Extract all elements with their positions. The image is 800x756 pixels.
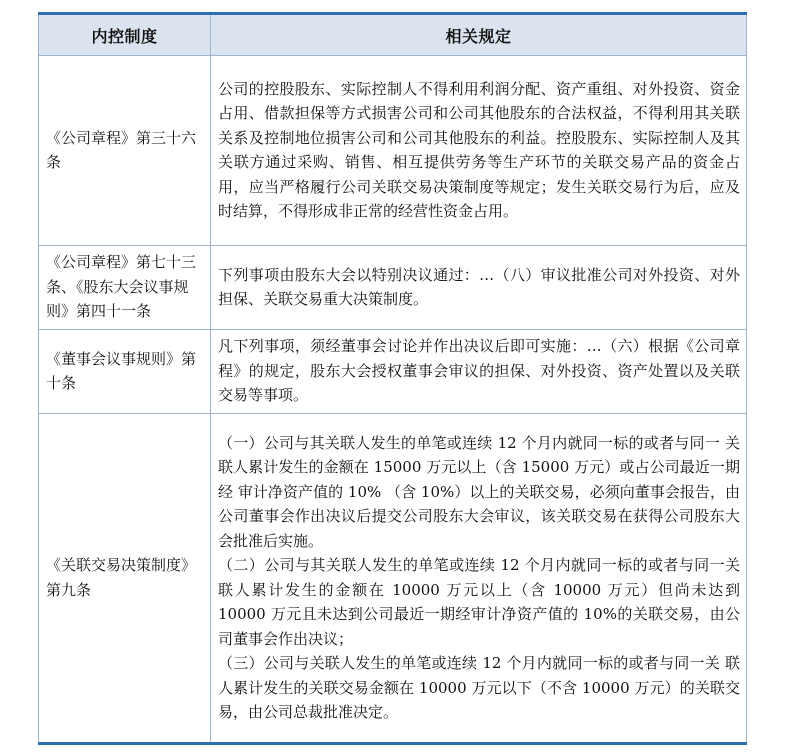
header-control-system: 内控制度 — [39, 14, 211, 56]
row-provisions — [211, 330, 747, 414]
row-provisions — [211, 246, 747, 330]
table-row — [39, 330, 747, 414]
regulations-table — [38, 12, 747, 745]
provision-paragraph: 凡下列事项，须经董事会讨论并作出决议后即可实施：…（六）根据《公司章程》的规定，股东大会授权董事会审议的担保、对外投资、资产处置以及关联交易等事项。 — [218, 337, 740, 405]
row-provisions — [211, 56, 747, 246]
provision-paragraph: 下列事项由股东大会以特别决议通过：…（八）审议批准公司对外投资、对外担保、关联交易重大决策制度。 — [218, 265, 740, 308]
provision-paragraph: （三）公司与关联人发生的单笔或连续 12 个月内就同一标的或者与同一关 联人累计发生的关联交易金额在 10000 万元以下（不含 10000 万元）的关联交易，由公司总裁批准决定。 — [218, 654, 740, 721]
row-system-name: 《公司章程》第七十三条、《股东大会议事规则》第四十一条 — [39, 246, 211, 330]
row-system-name: 《公司章程》第三十六条 — [39, 56, 211, 246]
provision-paragraph: （二）公司与其关联人发生的单笔或连续 12 个月内就同一标的或者与同一关联人累计发生的金额在 10000 万元以上（含 10000 万元）但尚未达到 10000 万元且未达到公司最近一期经审计净资产值的 10%的关联交易，由公司董事会作出决议； — [218, 556, 740, 648]
table-row — [39, 246, 747, 330]
table-row — [39, 56, 747, 246]
header-row — [39, 14, 747, 56]
row-system-name: 《董事会议事规则》第十条 — [39, 330, 211, 414]
row-provisions — [211, 414, 747, 744]
provision-paragraph: （一）公司与其关联人发生的单笔或连续 12 个月内就同一标的或者与同一 关联人累计发生的金额在 15000 万元以上（含 15000 万元）或占公司最近一期经 审计净资产值的 10% （含 10%）以上的关联交易，必须向董事会报告，由公司董事会作出决议后提交公司股东大会审议，该关联交易在获得公司股东大会批准后实施。 — [218, 433, 740, 550]
provision-paragraph: 公司的控股股东、实际控制人不得利用利润分配、资产重组、对外投资、资金占用、借款担保等方式损害公司和公司其他股东的合法权益，不得利用其关联关系及控制地位损害公司和公司其他股东的利益。控股股东、实际控制人及其关联方通过采购、销售、相互提供劳务等生产环节的关联交易产品的资金占用，应当严格履行公司关联交易决策制度等规定；发生关联交易行为后，应及时结算，不得形成非正常的经营性资金占用。 — [218, 79, 740, 220]
table-row — [39, 414, 747, 744]
row-system-name: 《关联交易决策制度》第九条 — [39, 414, 211, 744]
header-related-provisions: 相关规定 — [211, 14, 747, 56]
